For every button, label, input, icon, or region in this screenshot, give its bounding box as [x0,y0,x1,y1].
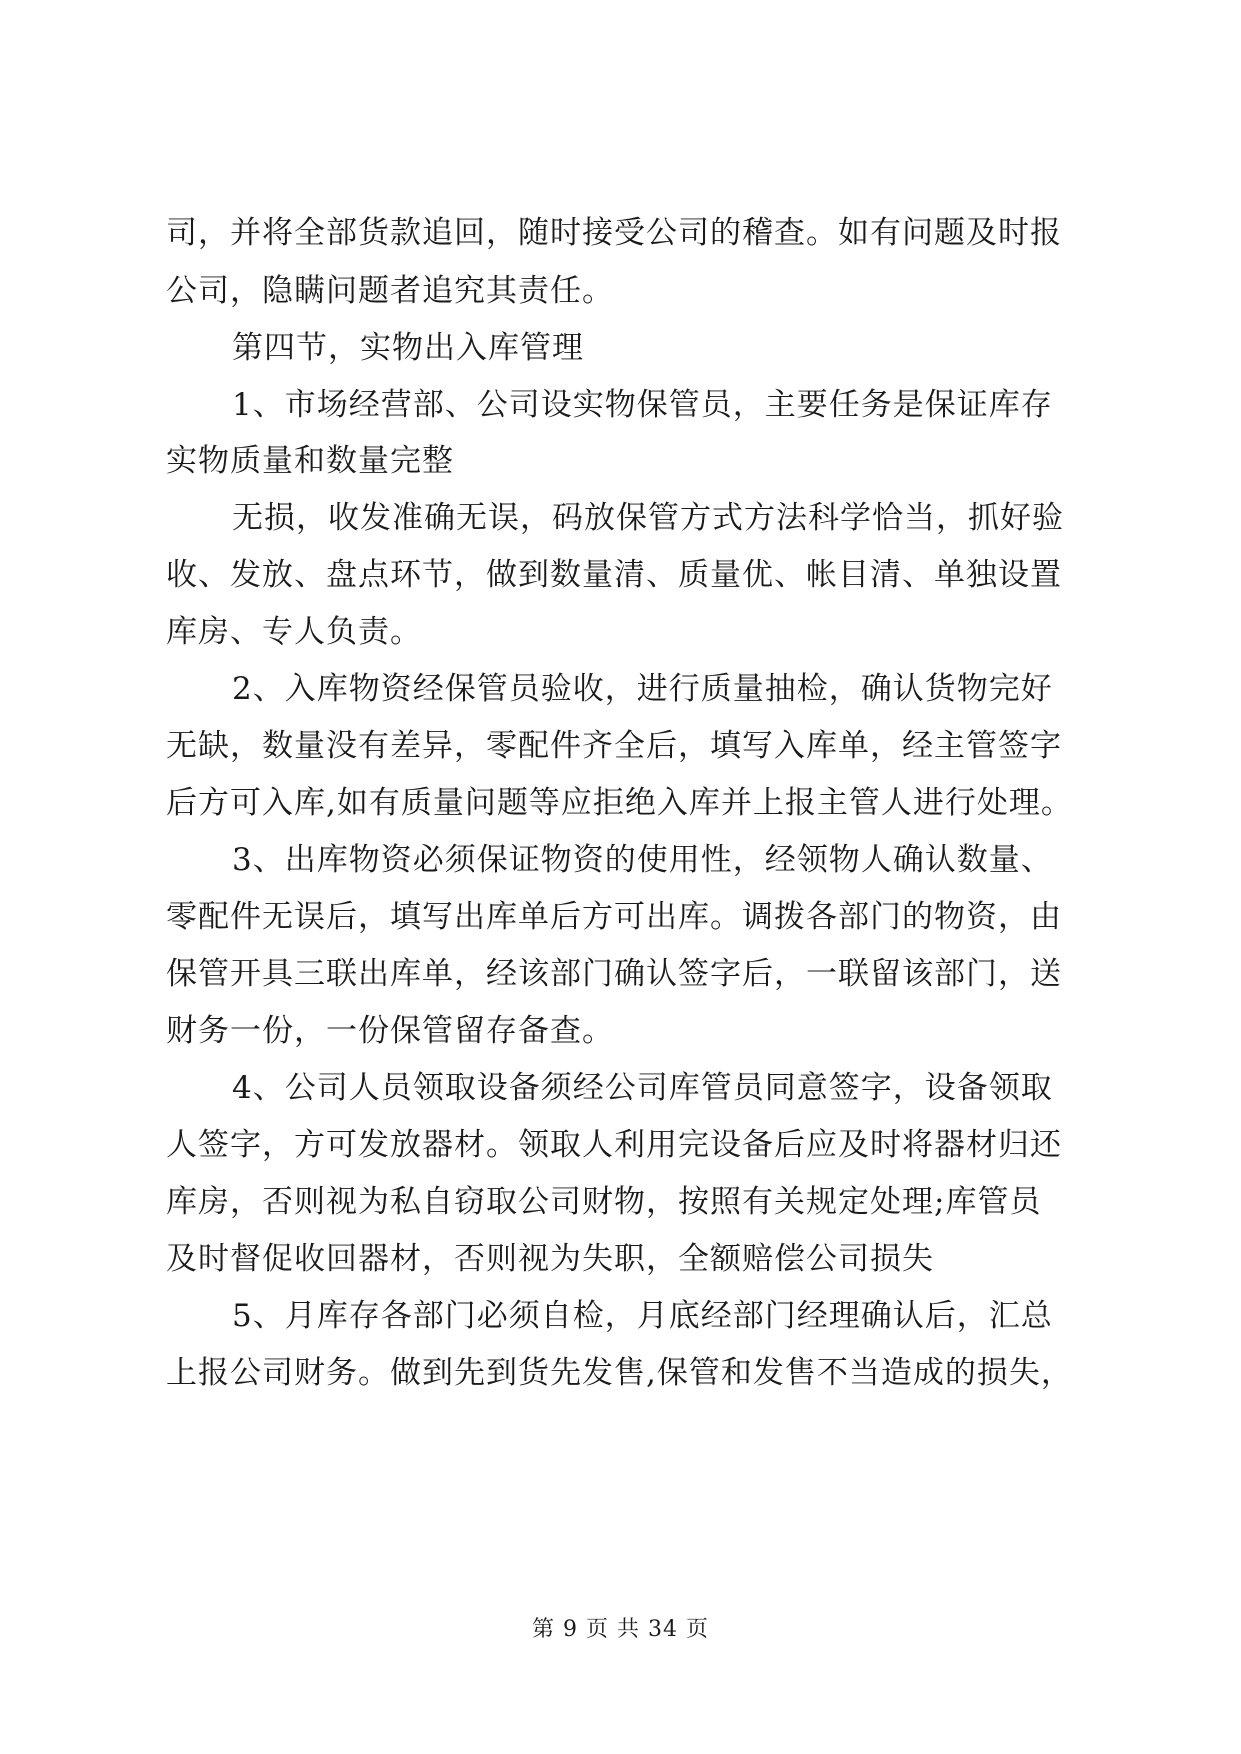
section-heading: 第四节，实物出入库管理 [232,330,584,366]
text-line: 无损，收发准确无误，码放保管方式方法科学恰当，抓好验 [232,500,1064,536]
text-line: 3、出库物资必须保证物资的使用性，经领物人确认数量、 [232,842,1053,878]
text-line: 财务一份，一份保管留存备查。 [166,1013,614,1049]
text-line: 保管开具三联出库单，经该部门确认签字后，一联留该部门，送 [166,956,1062,992]
text-line: 无缺，数量没有差异，零配件齐全后，填写入库单，经主管签字 [166,728,1062,764]
text-line: 库房、专人负责。 [166,614,422,650]
page-number-footer: 第 9 页 共 34 页 [532,1617,709,1642]
text-line: 司，并将全部货款追回，随时接受公司的稽查。如有问题及时报 [166,215,1062,251]
text-line: 4、公司人员领取设备须经公司库管员同意签字，设备领取 [232,1070,1053,1106]
text-line: 5、月库存各部门必须自检，月底经部门经理确认后，汇总 [232,1298,1053,1334]
text-line: 后方可入库,如有质量问题等应拒绝入库并上报主管人进行处理。 [166,785,1073,821]
text-line: 实物质量和数量完整 [166,443,454,479]
text-line: 1、市场经营部、公司设实物保管员，主要任务是保证库存 [232,387,1053,423]
text-line: 人签字，方可发放器材。领取人利用完设备后应及时将器材归还 [166,1127,1062,1163]
text-line: 公司，隐瞒问题者追究其责任。 [166,273,614,309]
text-line: 零配件无误后，填写出库单后方可出库。调拨各部门的物资，由 [166,899,1062,935]
text-line: 收、发放、盘点环节，做到数量清、质量优、帐目清、单独设置 [166,557,1062,593]
text-line: 及时督促收回器材，否则视为失职，全额赔偿公司损失 [166,1241,934,1277]
text-line: 库房，否则视为私自窃取公司财物，按照有关规定处理;库管员 [166,1184,1042,1220]
text-line: 上报公司财务。做到先到货先发售,保管和发售不当造成的损失， [166,1355,1073,1391]
text-line: 2、入库物资经保管员验收，进行质量抽检，确认货物完好 [232,671,1053,707]
